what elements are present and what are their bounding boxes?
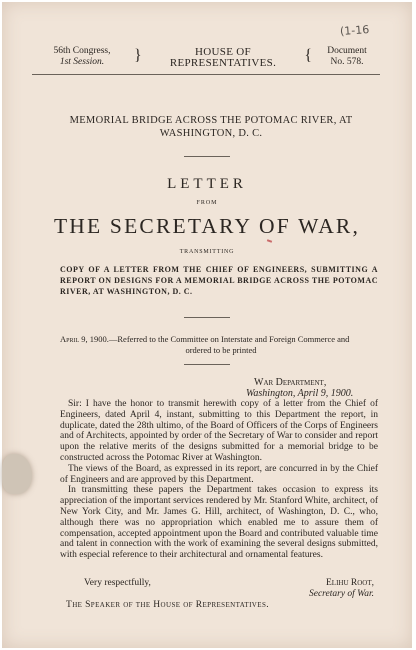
session-label: 1st Session. [59, 57, 105, 67]
document-page [2, 2, 412, 648]
secretary-heading: THE SECRETARY OF WAR, [53, 214, 361, 238]
brace-left: } [134, 47, 142, 64]
signer-title: Secretary of War. [309, 589, 374, 599]
house-label: HOUSE OF REPRESENTATIVES. [169, 46, 277, 69]
closing-respectfully: Very respectfully, [84, 578, 151, 588]
referral-date: April 9, 1900. [60, 334, 109, 344]
subject-line-1: MEMORIAL BRIDGE ACROSS THE POTOMAC RIVER, AT [69, 115, 353, 126]
congress-session [32, 46, 132, 69]
department-heading [246, 377, 386, 399]
body-paragraph-2: The views of the Board, as expressed in its report, are concurred in by the Chief of Engineers and are approved by this Department. [60, 463, 378, 485]
department-name: War Department, [254, 377, 327, 388]
document-number [314, 46, 380, 69]
paper-tear [2, 454, 32, 494]
referral-line-2: ordered to be printed [185, 345, 257, 355]
brace-right: { [304, 47, 312, 64]
body-paragraph-3: In transmitting these papers the Department takes occasion to express its appreciation of the important services rendered by Mr. Stanford White, architect, of New York City, and Mr. James G. Hill, architect, of Washington, D. C., who, although there was no appropriation which enabled me to assure them of compensation, accepted appointment upon the Board and contributed valuable time and talent in connection with the work of examining the several designs submitted, with especial reference to their architectural and ornamental features. [60, 485, 378, 561]
subject-line-2: WASHINGTON, D. C. [159, 128, 263, 139]
number-label: No. 578. [330, 57, 364, 67]
closing-block [84, 578, 374, 600]
document-header [32, 46, 380, 69]
letter-heading: LETTER [167, 176, 247, 192]
handwritten-note: (1-16 [339, 22, 370, 39]
signer-name: Elihu Root, [326, 578, 374, 588]
header-rule [32, 74, 380, 75]
title-rule [184, 317, 230, 318]
addressee: The Speaker of the House of Representatives. [66, 600, 270, 610]
from-label: FROM [196, 200, 218, 206]
subject-rule [184, 156, 230, 157]
referral-rule [184, 364, 230, 365]
subject-title [42, 114, 380, 140]
congress-label: 56th Congress, [53, 46, 111, 56]
ink-mark [267, 239, 272, 243]
transmitting-label: TRANSMITTING [179, 249, 235, 255]
document-label: Document [327, 46, 367, 56]
letter-body [60, 399, 378, 561]
department-place-date: Washington, April 9, 1900. [246, 388, 354, 399]
referral-line-1: —Referred to the Committee on Interstate and Foreign Commerce and [108, 334, 350, 344]
body-paragraph-1: Sir: I have the honor to transmit herewith copy of a letter from the Chief of Engineers, dated April 4, instant, submitting to this Department the report, in duplicate, dated the 28th ultimo, of the Board of Officers of the Corps of Engineers and of Architects, appointed by order of the Secretary of War to consider and report upon the relative merits of the designs submitted for a memorial bridge to be constructed across the Potomac River at Washington. [60, 399, 378, 463]
copy-title: COPY OF A LETTER FROM THE CHIEF OF ENGINEERS, SUBMITTING A REPORT ON DESIGNS FOR A MEMORIAL BRIDGE ACROSS THE POTOMAC RIVER, AT WASHINGTON, D. C. [60, 265, 378, 296]
referral-note [60, 334, 382, 356]
